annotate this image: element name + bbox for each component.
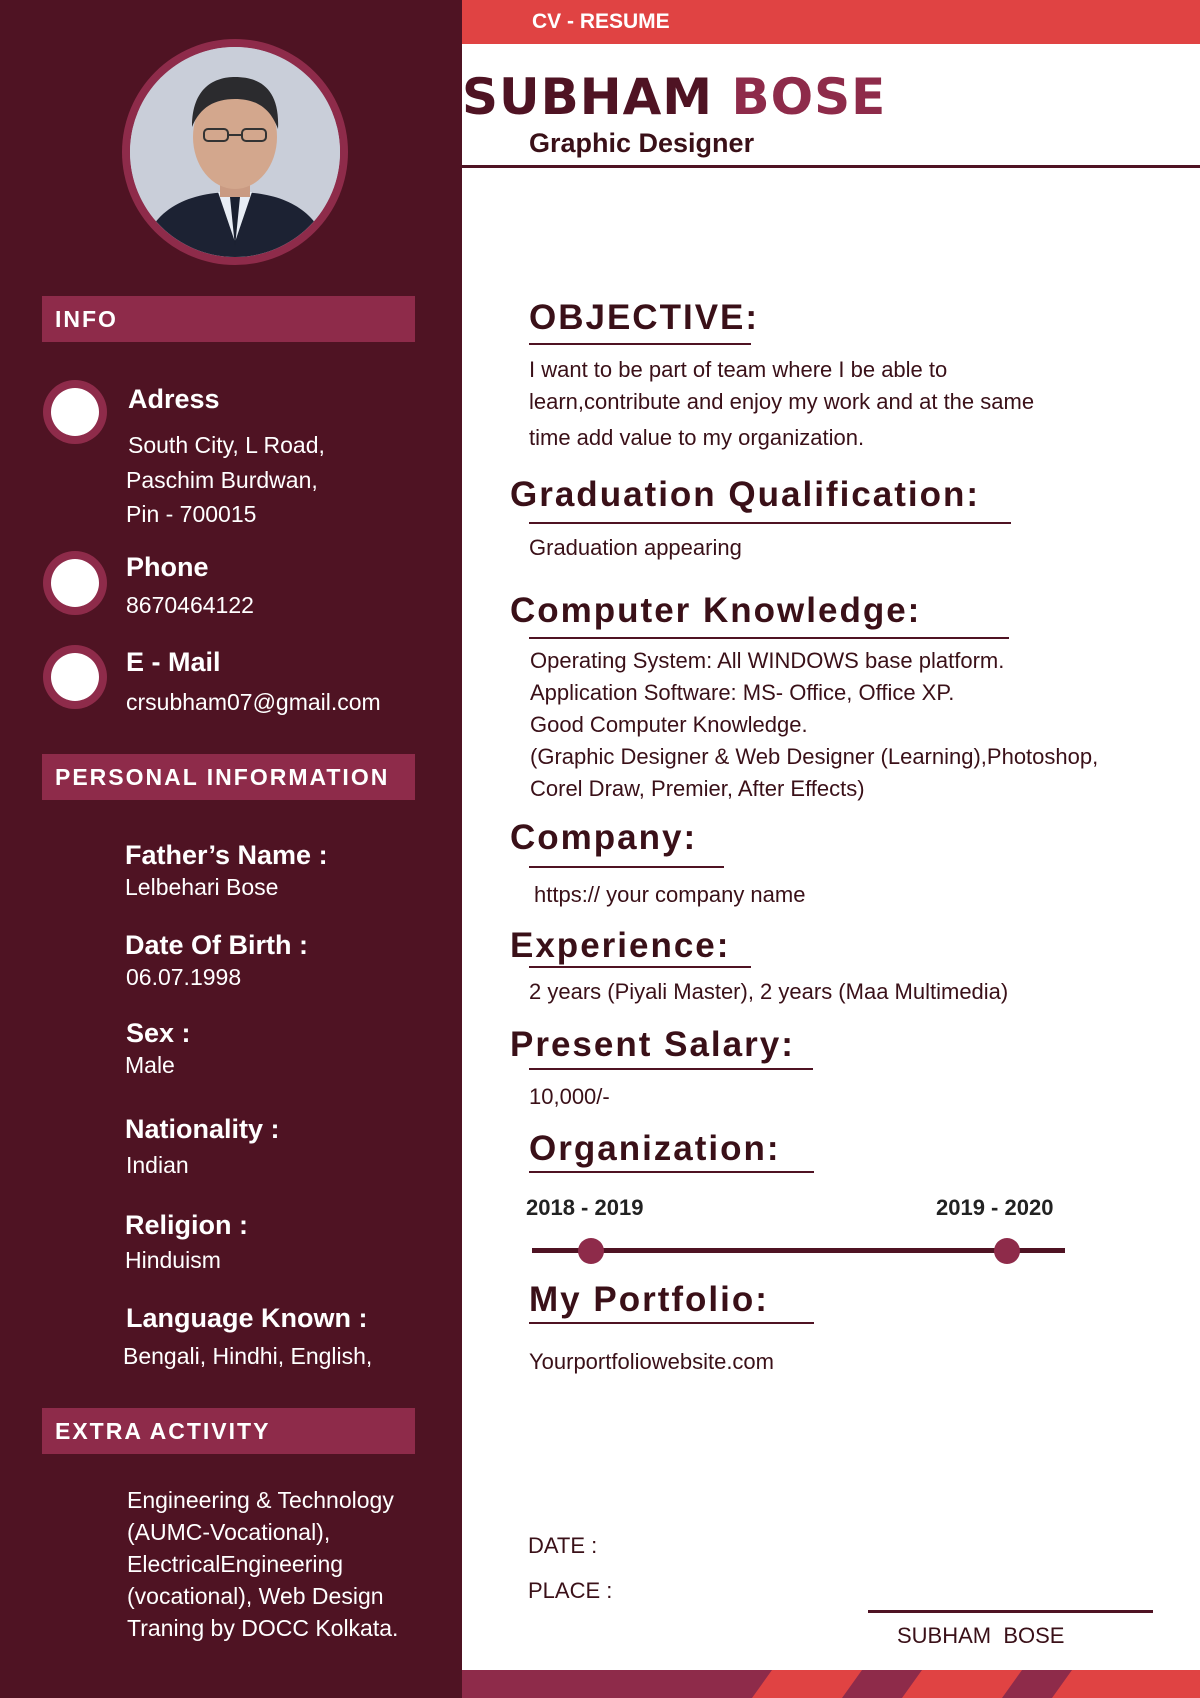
- phone-value: 8670464122: [126, 592, 254, 618]
- header-divider: [462, 165, 1200, 168]
- org-year-2: 2019 - 2020: [936, 1195, 1054, 1220]
- fathers-name-label: Father’s Name :: [125, 840, 328, 870]
- portfolio-text: Yourportfoliowebsite.com: [529, 1349, 774, 1374]
- nationality-value: Indian: [126, 1152, 189, 1178]
- last-name: BOSE: [731, 68, 887, 126]
- address-label: Adress: [128, 384, 220, 414]
- graduation-underline: [529, 522, 1011, 524]
- profile-photo-frame: [122, 39, 348, 265]
- banner-title: CV - RESUME: [532, 10, 670, 33]
- objective-underline: [529, 343, 751, 345]
- bottom-decorative-bar: [462, 1670, 1200, 1698]
- company-heading: Company:: [510, 818, 698, 857]
- address-line-3: Pin - 700015: [126, 501, 257, 527]
- org-year-1: 2018 - 2019: [526, 1195, 644, 1220]
- job-title: Graphic Designer: [529, 128, 755, 158]
- extra-activity-section-title: EXTRA ACTIVITY: [42, 1408, 415, 1454]
- extra-activity-line-5: Traning by DOCC Kolkata.: [127, 1615, 399, 1641]
- sidebar: [0, 0, 462, 1698]
- experience-heading: Experience:: [510, 926, 731, 965]
- salary-text: 10,000/-: [529, 1084, 610, 1109]
- location-icon: [43, 380, 107, 444]
- sex-value: Male: [125, 1052, 175, 1078]
- computer-line-1: Operating System: All WINDOWS base platform.: [530, 648, 1005, 673]
- address-line-2: Paschim Burdwan,: [126, 467, 318, 493]
- company-text: https:// your company name: [534, 882, 806, 907]
- signature-name: SUBHAM BOSE: [897, 1623, 1065, 1648]
- extra-activity-line-1: Engineering & Technology: [127, 1487, 394, 1513]
- company-underline: [529, 866, 724, 868]
- computer-line-3: Good Computer Knowledge.: [530, 712, 808, 737]
- religion-value: Hinduism: [125, 1247, 221, 1273]
- graduation-heading: Graduation Qualification:: [510, 475, 981, 514]
- phone-label: Phone: [126, 552, 209, 582]
- extra-activity-line-2: (AUMC-Vocational),: [127, 1519, 331, 1545]
- objective-heading: OBJECTIVE:: [529, 298, 760, 337]
- objective-line-3: time add value to my organization.: [529, 425, 865, 450]
- date-label: DATE :: [528, 1533, 598, 1558]
- dob-label: Date Of Birth :: [125, 930, 309, 960]
- salary-heading: Present Salary:: [510, 1025, 795, 1064]
- profile-photo: [130, 47, 340, 257]
- address-line-1: South City, L Road,: [128, 432, 325, 458]
- email-label: E - Mail: [126, 647, 221, 677]
- computer-knowledge-heading: Computer Knowledge:: [510, 591, 922, 630]
- experience-underline: [529, 966, 751, 968]
- signature-line: [868, 1610, 1153, 1613]
- language-value: Bengali, Hindhi, English,: [123, 1343, 373, 1369]
- objective-line-1: I want to be part of team where I be able to: [529, 357, 948, 382]
- organization-timeline: [532, 1248, 1065, 1253]
- place-label: PLACE :: [528, 1578, 613, 1603]
- email-value: crsubham07@gmail.com: [126, 689, 381, 715]
- organization-underline: [529, 1171, 814, 1173]
- dob-value: 06.07.1998: [126, 964, 242, 990]
- computer-knowledge-underline: [529, 637, 1009, 639]
- objective-line-2: learn,contribute and enjoy my work and at the same: [529, 389, 1035, 414]
- sex-label: Sex :: [126, 1018, 191, 1048]
- organization-heading: Organization:: [529, 1129, 781, 1168]
- portfolio-underline: [529, 1322, 814, 1324]
- timeline-dot-2: [994, 1238, 1020, 1264]
- religion-label: Religion :: [125, 1210, 248, 1240]
- personal-info-section-title: PERSONAL INFORMATION: [42, 754, 415, 800]
- extra-activity-line-4: (vocational), Web Design: [127, 1583, 384, 1609]
- experience-text: 2 years (Piyali Master), 2 years (Maa Multimedia): [529, 979, 1009, 1004]
- timeline-dot-1: [578, 1238, 604, 1264]
- extra-activity-line-3: ElectricalEngineering: [127, 1551, 344, 1577]
- computer-line-4: (Graphic Designer & Web Designer (Learning),Photoshop,: [530, 744, 1099, 769]
- computer-line-5: Corel Draw, Premier, After Effects): [530, 776, 865, 801]
- candidate-name: [462, 68, 886, 126]
- language-label: Language Known :: [126, 1303, 368, 1333]
- fathers-name-value: Lelbehari Bose: [125, 874, 279, 900]
- nationality-label: Nationality :: [125, 1114, 280, 1144]
- graduation-text: Graduation appearing: [529, 535, 742, 560]
- email-icon: [43, 645, 107, 709]
- portfolio-heading: My Portfolio:: [529, 1280, 769, 1319]
- phone-icon: [43, 551, 107, 615]
- computer-line-2: Application Software: MS- Office, Office XP.: [530, 680, 955, 705]
- salary-underline: [529, 1068, 813, 1070]
- first-name: SUBHAM: [462, 68, 714, 126]
- info-section-title: INFO: [42, 296, 415, 342]
